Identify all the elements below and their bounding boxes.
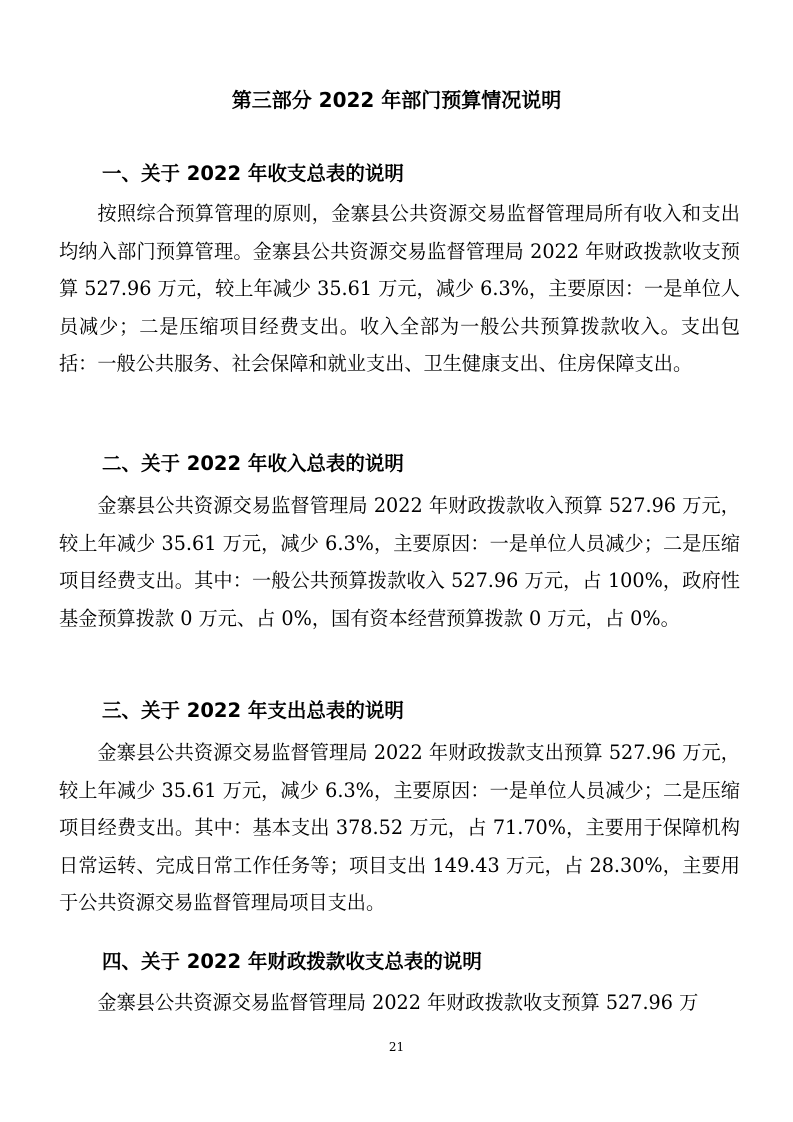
section-3-heading: 三、关于 2022 年支出总表的说明 xyxy=(102,699,404,722)
section-4-heading: 四、关于 2022 年财政拨款收支总表的说明 xyxy=(102,950,482,973)
section-2-heading: 二、关于 2022 年收入总表的说明 xyxy=(102,452,404,475)
section-1-body: 按照综合预算管理的原则，金寨县公共资源交易监督管理局所有收入和支出均纳入部门预算管理。金寨县公共资源交易监督管理局 2022 年财政拨款收支预算 527.96 万元，较上年减少 35.61 万元，减少 6.3%，主要原因：一是单位人员减少；二是压缩项目经费支出。收入全部为一般公共预算拨款收入。支出包括：一般公共服务、社会保障和就业支出、卫生健康支出、住房保障支出。 xyxy=(59,202,740,375)
section-2-body: 金寨县公共资源交易监督管理局 2022 年财政拨款收入预算 527.96 万元，较上年减少 35.61 万元，减少 6.3%，主要原因：一是单位人员减少；二是压缩项目经费支出。其中：一般公共预算拨款收入 527.96 万元，占 100%，政府性基金预算拨款 0 万元、占 0%，国有资本经营预算拨款 0 万元，占 0%。 xyxy=(59,494,740,630)
page-number: 21 xyxy=(388,1040,405,1054)
section-1-heading: 一、关于 2022 年收支总表的说明 xyxy=(102,162,404,185)
page-title: 第三部分 2022 年部门预算情况说明 xyxy=(231,88,562,112)
section-3-body: 金寨县公共资源交易监督管理局 2022 年财政拨款支出预算 527.96 万元，较上年减少 35.61 万元，减少 6.3%，主要原因：一是单位人员减少；二是压缩项目经费支出。其中：基本支出 378.52 万元，占 71.70%，主要用于保障机构日常运转、完成日常工作任务等；项目支出 149.43 万元，占 28.30%，主要用于公共资源交易监督管理局项目支出。 xyxy=(59,741,740,914)
section-4-body: 金寨县公共资源交易监督管理局 2022 年财政拨款收支预算 527.96 万 xyxy=(97,991,699,1014)
